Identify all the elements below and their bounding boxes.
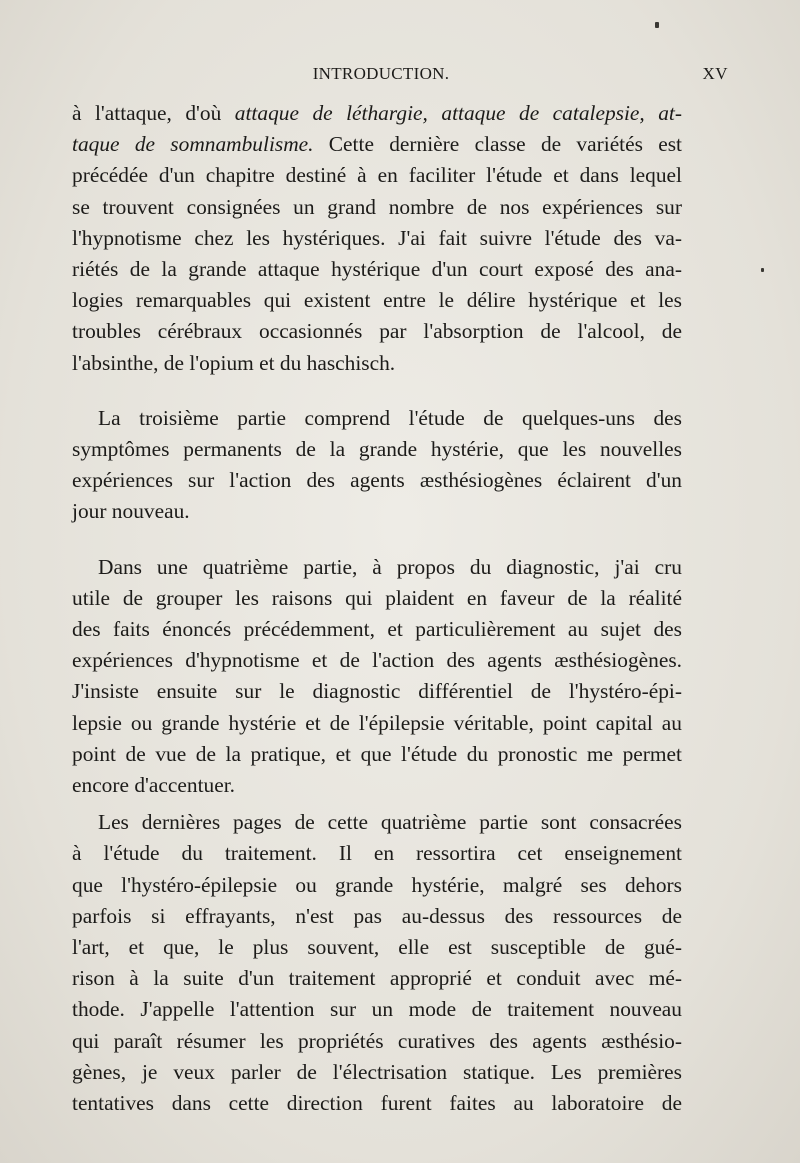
body-text [72,98,682,1119]
text-line: encore d'accentuer. [72,773,235,798]
text-line: précédée d'un chapitre destiné à en faciliter l'étude et dans lequel [72,163,682,188]
running-head [72,64,728,88]
text-line: à l'attaque, d'où attaque de léthargie, attaque de catalepsie, at- [72,101,682,125]
text-line: rison à la suite d'un traitement approprié et conduit avec mé- [72,966,682,991]
ink-speck [655,22,659,28]
text-line: l'art, et que, le plus souvent, elle est susceptible de gué- [72,935,682,960]
text-line: utile de grouper les raisons qui plaident en faveur de la réalité [72,585,682,610]
paragraph-gap [72,379,682,403]
paragraph-1 [72,98,682,379]
text-line: Les dernières pages de cette quatrième partie sont consacrées [98,810,682,835]
paragraph-2 [72,403,682,528]
paragraph-4 [72,807,682,1119]
ink-speck [761,268,764,272]
text-line: J'insiste ensuite sur le diagnostic différentiel de l'hystéro-épi- [72,679,682,704]
text-line: gènes, je veux parler de l'électrisation statique. Les premières [72,1059,682,1084]
text-line: riétés de la grande attaque hystérique d'un court exposé des ana- [72,257,682,282]
paragraph-gap [72,528,682,552]
text-line: l'hypnotisme chez les hystériques. J'ai fait suivre l'étude des va- [72,225,682,250]
text-line: expériences sur l'action des agents æsthésiogènes éclairent d'un [72,468,682,493]
text-line: l'absinthe, de l'opium et du haschisch. [72,350,396,375]
text-line: jour nouveau. [72,499,190,524]
text-line: symptômes permanents de la grande hystérie, que les nouvelles [72,437,682,462]
text-line: que l'hystéro-épilepsie ou grande hystérie, malgré ses dehors [72,872,682,897]
page-number: XV [702,64,728,83]
text-line: troubles cérébraux occasionnés par l'absorption de l'alcool, de [72,319,682,344]
text-line: lepsie ou grande hystérie et de l'épilepsie véritable, point capital au [72,710,682,735]
paragraph-3 [72,552,682,802]
text-line: La troisième partie comprend l'étude de quelques-uns des [98,405,682,430]
text-line: expériences d'hypnotisme et de l'action des agents æsthésiogènes. [72,648,682,673]
text-line: parfois si effrayants, n'est pas au-dessus des ressources de [72,903,682,928]
text-line: des faits énoncés précédemment, et particulièrement au sujet des [72,617,682,642]
text-line: à l'étude du traitement. Il en ressortira cet enseignement [72,841,682,866]
text-line: se trouvent consignées un grand nombre de nos expériences sur [72,194,682,219]
text-line: taque de somnambulisme. Cette dernière classe de variétés est [72,132,682,157]
text-line: tentatives dans cette direction furent faites au laboratoire de [72,1091,682,1116]
text-line: point de vue de la pratique, et que l'étude du pronostic me permet [72,741,682,766]
text-line: logies remarquables qui existent entre le délire hystérique et les [72,288,682,313]
text-line: Dans une quatrième partie, à propos du diagnostic, j'ai cru [98,554,682,579]
running-title: INTRODUCTION. [312,64,450,83]
text-line: qui paraît résumer les propriétés curatives des agents æsthésio- [72,1028,682,1053]
text-line: thode. J'appelle l'attention sur un mode de traitement nouveau [72,997,682,1022]
